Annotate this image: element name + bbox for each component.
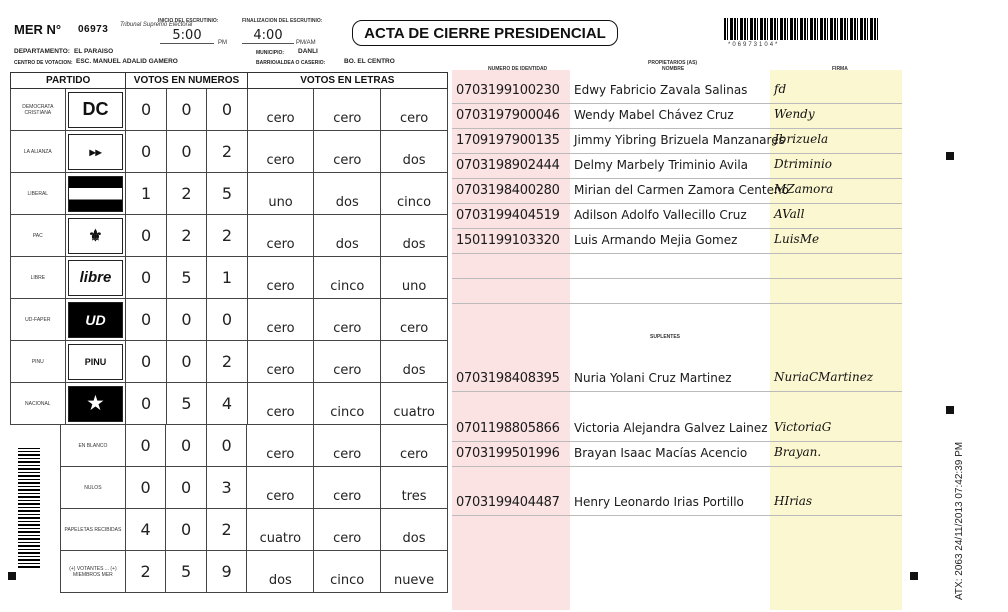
col-letras: VOTOS EN LETRAS [247, 73, 447, 89]
vote-word: cero [381, 299, 448, 341]
summary-word: nueve [381, 551, 448, 593]
summary-row [61, 509, 448, 551]
party-name: UD-FAPER [11, 299, 66, 341]
party-row [11, 173, 448, 215]
summary-word: cero [247, 467, 314, 509]
member-row [452, 230, 902, 254]
centro-label: CENTRO DE VOTACION: [14, 60, 73, 66]
summary-digit: 9 [206, 551, 247, 593]
atx-stamp: ATX: 2063 24/11/2013 07:42:39 PM [954, 441, 965, 600]
vote-word: cero [314, 131, 381, 173]
liberal-flag-icon [68, 176, 124, 212]
summary-digit: 5 [166, 551, 207, 593]
start-ampm: PM [218, 40, 227, 46]
member-name: Mirian del Carmen Zamora Centeno [574, 183, 789, 197]
libre-logo-icon: libre [68, 260, 124, 296]
suplente-row [452, 368, 902, 392]
vote-digit: 0 [126, 89, 166, 131]
ud-logo-icon: UD [68, 302, 124, 338]
member-row-empty [452, 255, 902, 279]
member-signature: Wendy [774, 107, 815, 121]
vote-digit: 0 [207, 89, 247, 131]
vote-digit: 2 [207, 341, 247, 383]
barcode-number: *06973104* [728, 42, 780, 48]
member-id: 1501199103320 [456, 233, 560, 248]
member-name: Delmy Marbely Triminio Avila [574, 158, 749, 172]
summary-label: (+) VOTANTES ... (+) MIEMBROS MER [61, 551, 126, 593]
summary-word: cuatro [247, 509, 314, 551]
summary-label: PAPELETAS RECIBIDAS [61, 509, 126, 551]
summary-table [60, 424, 448, 593]
barcode [724, 18, 880, 40]
summary-digit: 2 [206, 509, 247, 551]
departamento-value: EL PARAISO [74, 48, 114, 55]
vote-digit: 5 [207, 173, 247, 215]
member-name: Adilson Adolfo Vallecillo Cruz [574, 208, 747, 222]
vote-word: dos [381, 131, 448, 173]
vote-word: cero [314, 299, 381, 341]
vote-digit: 0 [126, 131, 166, 173]
vote-digit: 0 [126, 215, 166, 257]
head-firma: FIRMA [832, 66, 848, 72]
suplente-signature: Brayan. [774, 445, 822, 459]
member-signature: MZamora [774, 182, 834, 196]
member-signature: Jbrizuela [774, 132, 829, 146]
vote-digit: 0 [126, 383, 166, 425]
summary-word: cero [247, 425, 314, 467]
party-row [11, 383, 448, 425]
end-time: 4:00 [242, 28, 294, 44]
start-label: INICIO DEL ESCRUTINIO: [158, 18, 219, 24]
vote-word: cero [247, 131, 314, 173]
vote-digit: 0 [126, 257, 166, 299]
summary-label: NULOS [61, 467, 126, 509]
vote-digit: 0 [166, 341, 206, 383]
vote-word: cero [247, 215, 314, 257]
party-row [11, 215, 448, 257]
vote-digit: 5 [166, 383, 206, 425]
vote-word: cero [247, 257, 314, 299]
vote-word: dos [314, 173, 381, 215]
vote-word: uno [381, 257, 448, 299]
party-row [11, 89, 448, 131]
member-row [452, 205, 902, 229]
member-signature: AVall [774, 207, 805, 221]
barrio-value: BO. EL CENTRO [344, 58, 395, 65]
pac-shield-icon: ⚜ [68, 218, 124, 254]
col-partido: PARTIDO [11, 73, 126, 89]
registration-mark [8, 572, 16, 580]
summary-row [61, 467, 448, 509]
party-name: NACIONAL [11, 383, 66, 425]
summary-word: cero [381, 425, 448, 467]
summary-digit: 2 [125, 551, 166, 593]
end-label: FINALIZACION DEL ESCRUTINIO: [242, 18, 323, 24]
pinu-logo-icon: PINU [68, 344, 124, 380]
party-row [11, 257, 448, 299]
vote-word: cero [247, 383, 314, 425]
barrio-label: BARRIO/ALDEA O CASERIO: [256, 60, 326, 66]
end-ampm: PM/AM [296, 40, 316, 46]
head-nombre: NOMBRE [662, 66, 685, 72]
nacional-star-icon: ★ [68, 386, 124, 422]
vote-digit: 2 [207, 215, 247, 257]
departamento-label: DEPARTAMENTO: [14, 48, 70, 55]
party-name: PINU [11, 341, 66, 383]
municipio-value: DANLI [298, 48, 318, 55]
vote-digit: 0 [166, 299, 206, 341]
vote-digit: 2 [207, 131, 247, 173]
suplente-id: 0703199501996 [456, 446, 560, 461]
party-row [11, 341, 448, 383]
suplente-row [452, 418, 902, 442]
alianza-logo-icon: ▸▸ [68, 134, 124, 170]
start-time: 5:00 [160, 28, 214, 44]
summary-row [61, 551, 448, 593]
party-name: LIBRE [11, 257, 66, 299]
summary-digit: 0 [125, 425, 166, 467]
summary-digit: 0 [166, 425, 207, 467]
col-numeros: VOTOS EN NUMEROS [126, 73, 247, 89]
member-signature: LuisMe [774, 232, 820, 246]
head-propietarios: PROPIETARIOS (AS) [648, 60, 698, 66]
vote-word: cuatro [381, 383, 448, 425]
member-signature: fd [774, 82, 787, 96]
suplente-id: 0701198805866 [456, 421, 560, 436]
vote-word: cero [314, 341, 381, 383]
member-name: Wendy Mabel Chávez Cruz [574, 108, 734, 122]
member-name: Luis Armando Mejia Gomez [574, 233, 738, 247]
vote-word: cinco [314, 383, 381, 425]
party-name: DEMOCRATA CRISTIANA [11, 89, 66, 131]
vote-word: cero [247, 299, 314, 341]
member-row [452, 130, 902, 154]
summary-label: EN BLANCO [61, 425, 126, 467]
suplente-signature: HIrias [774, 494, 813, 508]
vote-word: dos [314, 215, 381, 257]
summary-row [61, 425, 448, 467]
member-id: 0703199100230 [456, 83, 560, 98]
vote-digit: 0 [207, 299, 247, 341]
vote-word: cero [381, 89, 448, 131]
member-id: 0703198902444 [456, 158, 560, 173]
vote-digit: 0 [166, 89, 206, 131]
municipio-label: MUNICIPIO: [256, 50, 285, 56]
member-name: Jimmy Yibring Brizuela Manzanares [574, 133, 785, 147]
member-id: 0703199404519 [456, 208, 560, 223]
summary-word: cero [314, 509, 381, 551]
member-id: 0703197900046 [456, 108, 560, 123]
summary-digit: 4 [125, 509, 166, 551]
vote-digit: 1 [207, 257, 247, 299]
suplente-signature: NuriaCMartinez [774, 370, 874, 384]
vote-word: cero [314, 89, 381, 131]
suplente-row [452, 492, 902, 516]
summary-word: dos [247, 551, 314, 593]
vote-word: dos [381, 215, 448, 257]
suplente-name: Henry Leonardo Irias Portillo [574, 495, 744, 509]
member-row-empty [452, 280, 902, 304]
member-row [452, 180, 902, 204]
vote-digit: 0 [126, 341, 166, 383]
party-name: LA ALIANZA [11, 131, 66, 173]
member-row [452, 80, 902, 104]
member-id: 0703198400280 [456, 183, 560, 198]
summary-word: tres [381, 467, 448, 509]
vote-digit: 5 [166, 257, 206, 299]
vote-digit: 4 [207, 383, 247, 425]
member-id: 1709197900135 [456, 133, 560, 148]
suplente-row [452, 443, 902, 467]
vote-word: cero [247, 89, 314, 131]
suplentes-title: SUPLENTES [650, 334, 681, 340]
summary-digit: 0 [166, 509, 207, 551]
dc-logo-icon: DC [68, 92, 124, 128]
side-barcode [18, 448, 40, 568]
member-signature: Dtriminio [774, 157, 833, 171]
mer-label: MER N° [14, 22, 62, 37]
party-row [11, 131, 448, 173]
summary-digit: 3 [206, 467, 247, 509]
registration-mark [910, 572, 918, 580]
vote-word: cero [247, 341, 314, 383]
member-row [452, 155, 902, 179]
summary-word: cero [314, 425, 381, 467]
suplente-name: Brayan Isaac Macías Acencio [574, 446, 748, 460]
party-name: LIBERAL [11, 173, 66, 215]
mer-number: 06973 [78, 24, 109, 35]
vote-digit: 2 [166, 215, 206, 257]
suplente-name: Nuria Yolani Cruz Martinez [574, 371, 732, 385]
vote-digit: 0 [166, 131, 206, 173]
head-id: NUMERO DE IDENTIDAD [488, 66, 548, 72]
vote-word: dos [381, 341, 448, 383]
vote-digit: 2 [166, 173, 206, 215]
vote-word: cinco [314, 257, 381, 299]
vote-digit: 1 [126, 173, 166, 215]
summary-digit: 0 [125, 467, 166, 509]
suplente-signature: VictoriaG [774, 420, 832, 434]
summary-word: dos [381, 509, 448, 551]
centro-value: ESC. MANUEL ADALID GAMERO [76, 58, 178, 65]
party-row [11, 299, 448, 341]
tse-logo: Tribunal Supremo Electoral [120, 22, 193, 28]
vote-digit: 0 [126, 299, 166, 341]
votes-table [10, 72, 448, 425]
summary-word: cinco [314, 551, 381, 593]
summary-digit: 0 [206, 425, 247, 467]
registration-mark [946, 406, 954, 414]
member-name: Edwy Fabricio Zavala Salinas [574, 83, 748, 97]
registration-mark [946, 152, 954, 160]
suplente-id: 0703199404487 [456, 495, 560, 510]
member-row [452, 105, 902, 129]
suplente-id: 0703198408395 [456, 371, 560, 386]
suplente-name: Victoria Alejandra Galvez Lainez [574, 421, 768, 435]
summary-word: cero [314, 467, 381, 509]
vote-word: uno [247, 173, 314, 215]
vote-word: cinco [381, 173, 448, 215]
summary-digit: 0 [166, 467, 207, 509]
document-title: ACTA DE CIERRE PRESIDENCIAL [352, 20, 618, 46]
party-name: PAC [11, 215, 66, 257]
